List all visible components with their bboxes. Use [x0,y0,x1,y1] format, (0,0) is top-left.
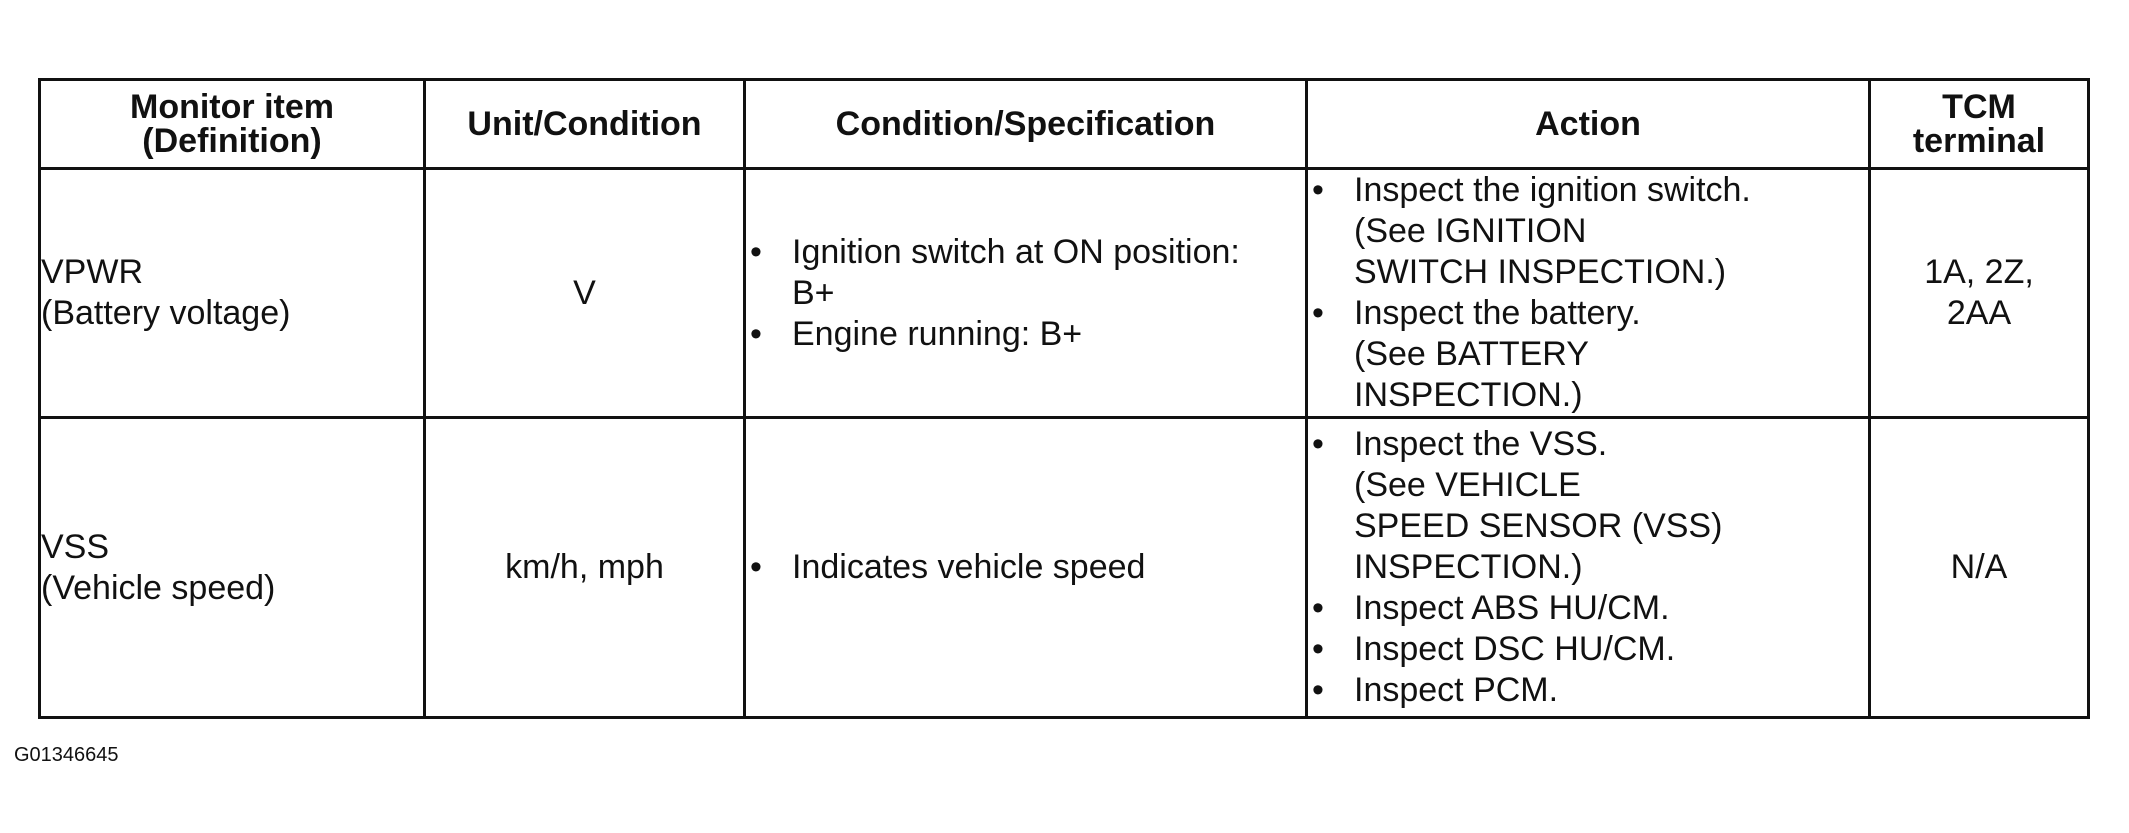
monitor-item-cell [40,418,425,718]
condition-text: Indicates vehicle speed [792,548,1146,586]
action-text: Inspect the ignition switch. [1354,171,1751,209]
action-list [1308,170,1868,416]
header-row [40,80,2089,169]
condition-specification-cell [745,418,1307,718]
list-item [746,547,1305,588]
action-list [1308,424,1868,711]
bullet: • [1312,171,1324,209]
action-text: SPEED SENSOR (VSS) [1354,507,1723,545]
unit-condition-value: km/h, mph [505,548,664,586]
action-text: Inspect the VSS. [1354,425,1608,463]
action-text: INSPECTION.) [1354,376,1583,414]
table-row [40,418,2089,718]
tcm-terminal-cell [1870,169,2089,418]
bullet: • [750,314,762,353]
tcm-terminal-value: 2AA [1946,294,2012,332]
header-line: Action [1535,105,1641,143]
bullet: • [750,232,762,271]
table-row [40,169,2089,418]
bullet: • [1312,425,1324,463]
tcm-terminal-value: 1A, 2Z, [1924,253,2034,291]
monitor-item-name: VSS [41,527,110,566]
header-condition-specification [745,80,1307,169]
unit-condition-value: V [573,273,596,312]
header-monitor-item [40,80,425,169]
action-text: SWITCH INSPECTION.) [1354,253,1727,291]
tcm-terminal-cell [1870,418,2089,718]
header-line: TCM [1942,88,2016,126]
action-text: INSPECTION.) [1354,548,1583,586]
action-text: (See BATTERY [1354,335,1589,373]
action-cell [1307,418,1870,718]
figure-id: G01346645 [14,744,119,766]
condition-specification-cell [745,169,1307,418]
monitor-item-definition: (Vehicle speed) [41,568,276,607]
unit-condition-cell [425,169,745,418]
condition-text: Ignition switch at ON position: [792,232,1240,271]
condition-list [746,547,1305,588]
bullet: • [1312,589,1324,627]
action-cell [1307,169,1870,418]
list-item [1308,293,1868,416]
header-line: Unit/Condition [467,105,702,143]
header-line: terminal [1912,122,2046,160]
monitor-item-cell [40,169,425,418]
condition-text: B+ [792,273,835,312]
action-text: Inspect PCM. [1354,671,1559,709]
monitor-table [38,78,2090,719]
bullet: • [1312,630,1324,668]
list-item [1308,629,1868,670]
list-item [746,232,1305,314]
action-text: Inspect DSC HU/CM. [1354,630,1676,668]
header-action [1307,80,1870,169]
list-item [1308,670,1868,711]
bullet: • [750,548,762,586]
header-line: Condition/Specification [835,105,1216,143]
header-tcm-terminal [1870,80,2089,169]
action-text: (See VEHICLE [1354,466,1581,504]
unit-condition-cell [425,418,745,718]
condition-text: Engine running: B+ [792,314,1083,353]
header-unit-condition [425,80,745,169]
action-text: (See IGNITION [1354,212,1587,250]
bullet: • [1312,671,1324,709]
list-item [1308,424,1868,588]
header-line: (Definition) [142,122,322,160]
list-item [746,314,1305,355]
monitor-item-name: VPWR [41,253,143,291]
bullet: • [1312,294,1324,332]
header-line: Monitor item [130,88,334,126]
action-text: Inspect ABS HU/CM. [1354,589,1670,627]
action-text: Inspect the battery. [1354,294,1641,332]
monitor-item-definition: (Battery voltage) [41,294,291,332]
list-item [1308,588,1868,629]
list-item [1308,170,1868,293]
condition-list [746,232,1305,355]
tcm-terminal-value: N/A [1950,548,2008,586]
